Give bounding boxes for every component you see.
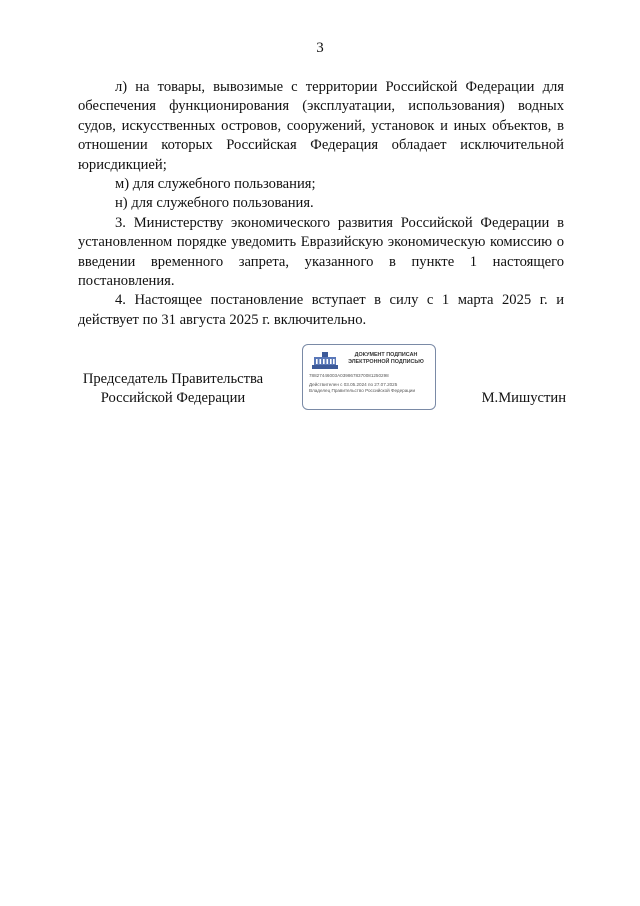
paragraph-l: л) на товары, вывозимые с территории Российской Федерации для обеспечения функционирования (эксплуатации, использования) водных судов, искусственных островов, сооружений, установок и иных объектов, в отношении которых Российская Федерация обладает исключительной юрисдикцией; xyxy=(78,79,564,173)
document-body xyxy=(78,78,564,330)
government-building-emblem-icon xyxy=(311,351,339,371)
paragraph-4: 4. Настоящее постановление вступает в силу с 1 марта 2025 г. и действует по 31 августа 2025 г. включительно. xyxy=(78,292,564,328)
stamp-title-line2: ЭЛЕКТРОННОЙ ПОДПИСЬЮ xyxy=(348,359,424,365)
stamp-title xyxy=(341,352,431,366)
signatory-position xyxy=(76,370,270,409)
stamp-certificate-serial: 78827446003A0398678370081250298 xyxy=(309,373,389,378)
paragraph-m: м) для служебного пользования; xyxy=(115,176,316,193)
signatory-position-line2: Российской Федерации xyxy=(100,390,246,407)
stamp-validity: Действителен с 03.05.2024 по 27.07.2025 xyxy=(309,382,398,387)
signatory-name: М.Мишустин xyxy=(481,390,566,406)
paragraph-3: 3. Министерству экономического развития Российской Федерации в установленном порядке уведомить Евразийскую экономическую комиссию о введении временного запрета, указанного в пункте 1 настоящего постановления. xyxy=(78,214,564,290)
stamp-title-line1: ДОКУМЕНТ ПОДПИСАН xyxy=(354,352,418,358)
paragraph-n: н) для служебного пользования. xyxy=(115,195,314,212)
page-number: 3 xyxy=(316,40,324,56)
stamp-owner: Владелец Правительство Российской Федерации xyxy=(309,388,416,393)
signatory-position-line1: Председатель Правительства xyxy=(82,371,264,387)
electronic-signature-stamp xyxy=(302,344,436,410)
